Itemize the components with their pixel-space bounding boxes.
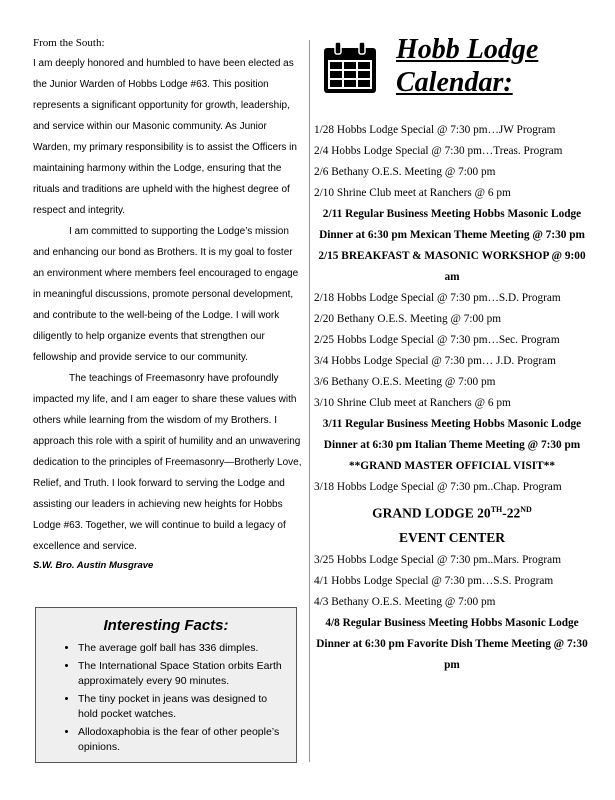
calendar-event: 2/6 Bethany O.E.S. Meeting @ 7:00 pm: [314, 166, 496, 178]
interesting-facts-box: [35, 607, 297, 763]
signature: S.W. Bro. Austin Musgrave: [33, 560, 154, 571]
calendar-event: 4/8 Regular Business Meeting Hobbs Masonic Lodge Dinner at 6:30 pm Favorite Dish Theme Meeting @ 7:30 pm: [316, 616, 588, 671]
calendar-icon: [323, 42, 377, 94]
calendar-event: 2/11 Regular Business Meeting Hobbs Masonic Lodge Dinner at 6:30 pm Mexican Theme Meeting @ 7:30 pm: [319, 208, 585, 241]
calendar-event: 2/10 Shrine Club meet at Ranchers @ 6 pm: [314, 187, 511, 199]
letter-paragraph-1: I am deeply honored and humbled to have been elected as the Junior Warden of Hobbs Lodge #63. This position represents a significant opportunity for growth, leadership, and service within our Masonic community. As Junior Warden, my primary responsibility is to assist the Officers in maintaining harmony within the Lodge, ensuring that the rituals and traditions are upheld with the highest degree of respect and integrity.: [33, 58, 297, 216]
letter-paragraph-2: I am committed to supporting the Lodge’s mission and enhancing our bond as Brothers. It is my goal to foster an environment where members feel encouraged to engage in meaningful discussions, promote personal development, and contribute to the well-being of the Lodge. I will work diligently to help organize events that strengthen our fellowship and provide service to our community.: [33, 226, 299, 363]
calendar-event: 2/15 BREAKFAST & MASONIC WORKSHOP @ 9:00 am: [318, 250, 586, 283]
calendar-event: 4/3 Bethany O.E.S. Meeting @ 7:00 pm: [314, 595, 496, 608]
calendar-event: GRAND LODGE 20TH-22ND: [372, 505, 532, 521]
calendar-event: 3/10 Shrine Club meet at Ranchers @ 6 pm: [314, 397, 511, 409]
calendar-event: 3/6 Bethany O.E.S. Meeting @ 7:00 pm: [314, 376, 496, 388]
calendar-event: 3/11 Regular Business Meeting Hobbs Masonic Lodge Dinner at 6:30 pm Italian Theme Meeting @ 7:30 pm: [322, 418, 582, 451]
letter-paragraph-3: The teachings of Freemasonry have profoundly impacted my life, and I am eager to share these values with others while learning from the wisdom of my Brothers. I approach this role with a spirit of humility and an unwavering dedication to the principles of Freemasonry—Brotherly Love, Relief, and Truth. I look forward to serving the Lodge and assisting our leaders in achieving new heights for Hobbs Lodge #63. Together, we will continue to build a legacy of excellence and service.: [33, 373, 302, 552]
calendar-event: 2/20 Bethany O.E.S. Meeting @ 7:00 pm: [314, 313, 502, 325]
column-divider: [309, 40, 310, 762]
calendar-title-line-1: Hobb Lodge: [396, 34, 539, 65]
calendar-event: 4/1 Hobbs Lodge Special @ 7:30 pm…S.S. Program: [314, 574, 554, 587]
fact-item: • The International Space Station orbits Earth approximately every 90 minutes.: [78, 659, 286, 689]
facts-title: Interesting Facts:: [103, 617, 229, 634]
greeting: From the South:: [33, 37, 105, 49]
calendar-event: EVENT CENTER: [399, 529, 505, 545]
fact-item: • The tiny pocket in jeans was designed to hold pocket watches.: [78, 692, 286, 722]
calendar-event: 1/28 Hobbs Lodge Special @ 7:30 pm…JW Program: [314, 124, 556, 136]
calendar-events: [314, 120, 590, 676]
calendar-event: **GRAND MASTER OFFICIAL VISIT**: [349, 460, 555, 472]
calendar-title-line-2: Calendar:: [396, 67, 513, 98]
calendar-event: 2/4 Hobbs Lodge Special @ 7:30 pm…Treas. Program: [314, 145, 563, 157]
facts-list: [46, 641, 286, 755]
calendar-event: 2/25 Hobbs Lodge Special @ 7:30 pm…Sec. Program: [314, 334, 560, 346]
fact-item: • The average golf ball has 336 dimples.: [78, 641, 286, 656]
fact-item: • Allodoxaphobia is the fear of other people’s opinions.: [78, 725, 286, 755]
junior-warden-letter: [33, 34, 305, 575]
calendar-event: 3/4 Hobbs Lodge Special @ 7:30 pm… J.D. Program: [314, 355, 556, 367]
calendar-title: [396, 33, 538, 99]
calendar-event: 3/25 Hobbs Lodge Special @ 7:30 pm..Mars. Program: [314, 553, 561, 566]
calendar-event: 3/18 Hobbs Lodge Special @ 7:30 pm..Chap. Program: [314, 481, 562, 493]
calendar-event: 2/18 Hobbs Lodge Special @ 7:30 pm…S.D. Program: [314, 292, 561, 304]
